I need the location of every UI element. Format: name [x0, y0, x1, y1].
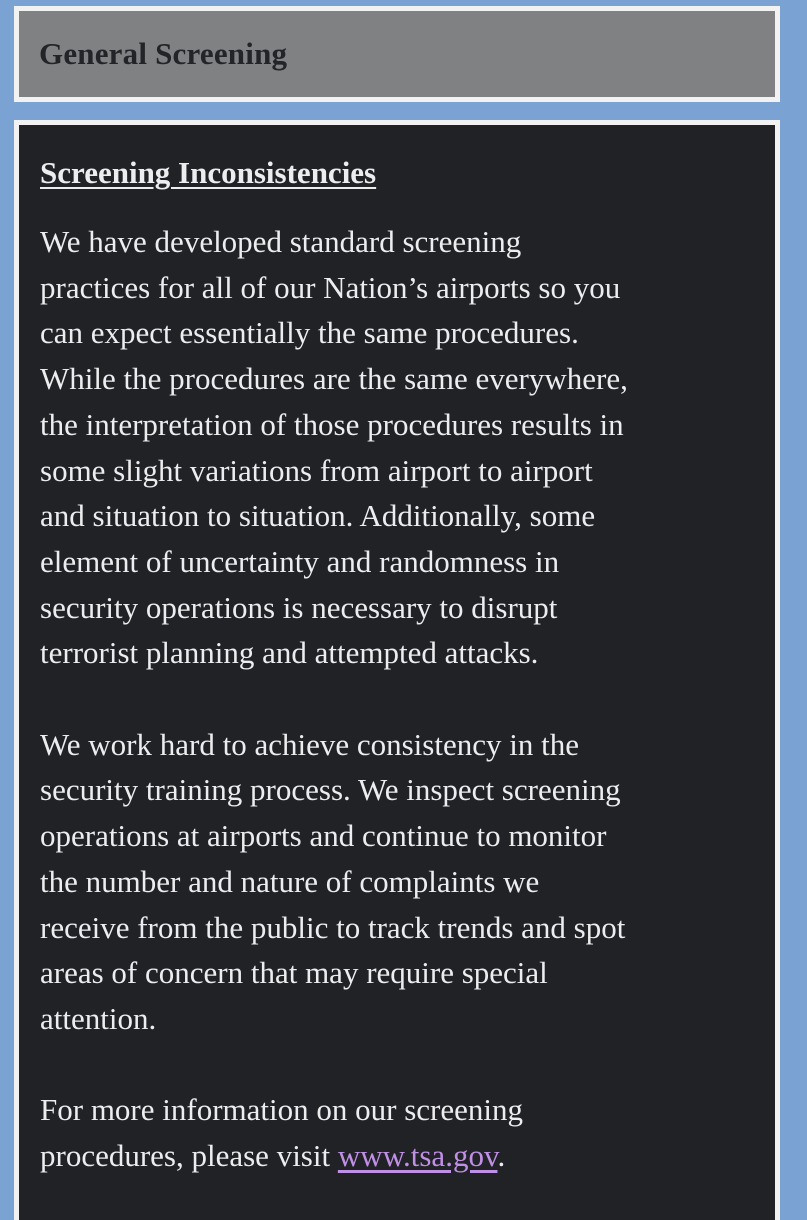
section-heading: Screening Inconsistencies: [40, 155, 377, 190]
paragraph-training-process: We work hard to achieve consistency in the security training process. We inspect screening operations at airports and continue to monitor the number and nature of complaints we receive from the public to track trends and spot areas of concern that may require special attention.: [40, 726, 626, 1036]
more-info-period: .: [497, 1138, 506, 1174]
header-panel: [14, 6, 780, 102]
header-bar[interactable]: [19, 11, 775, 97]
content-panel: [14, 120, 780, 1220]
content-body: [19, 125, 775, 1220]
more-info-text: For more information on our screening procedures, please visit: [40, 1092, 523, 1174]
tsa-website-link[interactable]: www.tsa.gov: [337, 1138, 498, 1174]
page-title: General Screening: [39, 36, 288, 71]
paragraph-more-info: [40, 1087, 765, 1178]
paragraph-consistency-practices: We have developed standard screening practices for all of our Nation’s airports so you can expect essentially the same procedures. While the procedures are the same everywhere, the interpretation of those procedures results in some slight variations from airport to airport and situation to situation. Additionally, some element of uncertainty and randomness in security operations is necessary to disrupt terrorist planning and attempted attacks.: [40, 224, 628, 671]
